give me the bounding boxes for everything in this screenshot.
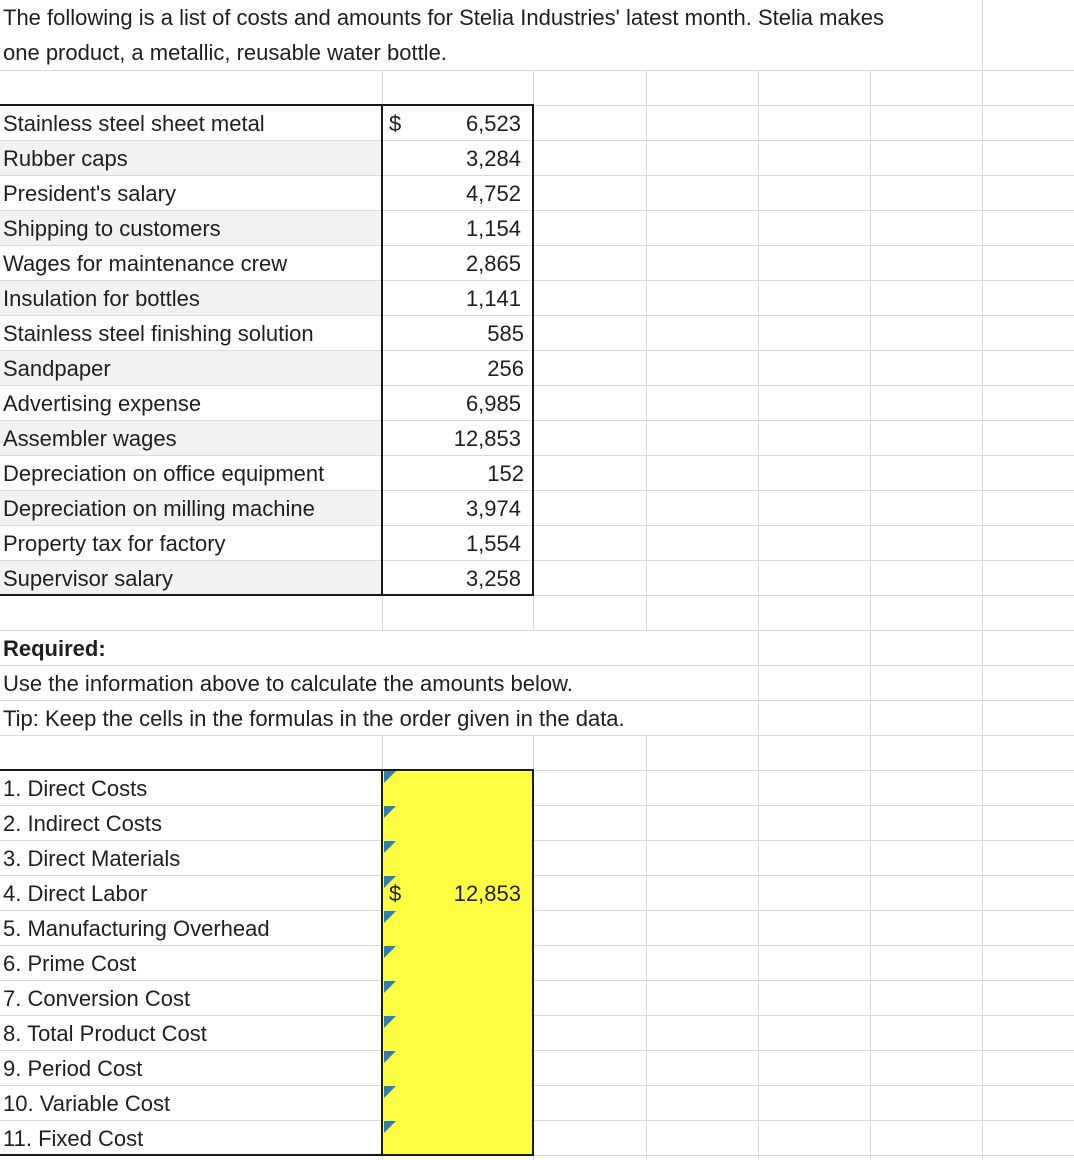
comment-marker-icon[interactable] — [384, 1016, 396, 1028]
cost-label[interactable]: Depreciation on milling machine — [3, 496, 315, 521]
cost-label[interactable]: Rubber caps — [3, 146, 128, 171]
required-heading: Required: — [3, 636, 106, 661]
comment-marker-icon[interactable] — [384, 1121, 396, 1133]
table-border-bottom — [0, 594, 534, 596]
comment-marker-icon[interactable] — [384, 876, 396, 888]
cost-label[interactable]: Sandpaper — [3, 356, 111, 381]
answer-label[interactable]: 6. Prime Cost — [3, 951, 137, 976]
comment-marker-icon[interactable] — [384, 1051, 396, 1063]
cost-amount[interactable]: 1,141 — [465, 286, 521, 311]
cost-label[interactable]: Advertising expense — [3, 391, 202, 416]
required-tip: Tip: Keep the cells in the formulas in the order given in the data. — [3, 706, 625, 731]
answer-border-top — [0, 769, 534, 771]
intro-paragraph — [3, 0, 978, 70]
intro-line-1: The following is a list of costs and amounts for Stelia Industries' latest month. Stelia makes — [3, 5, 884, 30]
cost-label[interactable]: Supervisor salary — [3, 566, 173, 591]
cost-amount[interactable]: 1,154 — [465, 216, 521, 241]
answer-label[interactable]: 5. Manufacturing Overhead — [3, 916, 270, 941]
cost-amount[interactable]: 3,974 — [465, 496, 521, 521]
answer-label[interactable]: 10. Variable Cost — [3, 1091, 171, 1116]
cost-amount[interactable]: 6,523 — [465, 111, 521, 136]
cost-label[interactable]: Stainless steel sheet metal — [3, 111, 265, 136]
intro-line-2: one product, a metallic, reusable water bottle. — [3, 40, 447, 65]
answer-border-middle — [381, 769, 383, 1156]
cost-label[interactable]: Stainless steel finishing solution — [3, 321, 314, 346]
cost-amount[interactable]: 1,554 — [465, 531, 521, 556]
comment-marker-icon[interactable] — [384, 771, 396, 783]
cost-label[interactable]: Wages for maintenance crew — [3, 251, 288, 276]
answer-label[interactable]: 7. Conversion Cost — [3, 986, 191, 1011]
cost-label[interactable]: Depreciation on office equipment — [3, 461, 325, 486]
comment-marker-icon[interactable] — [384, 911, 396, 923]
comment-marker-icon[interactable] — [384, 946, 396, 958]
answer-label[interactable]: 4. Direct Labor — [3, 881, 148, 906]
answer-label[interactable]: 2. Indirect Costs — [3, 811, 162, 836]
cost-amount[interactable]: 4,752 — [465, 181, 521, 206]
answer-label[interactable]: 11. Fixed Cost — [3, 1126, 144, 1151]
cost-label[interactable]: Property tax for factory — [3, 531, 226, 556]
comment-marker-icon[interactable] — [384, 806, 396, 818]
answer-label[interactable]: 8. Total Product Cost — [3, 1021, 207, 1046]
cost-label[interactable]: Shipping to customers — [3, 216, 221, 241]
cost-amount[interactable]: 6,985 — [465, 391, 521, 416]
comment-marker-icon[interactable] — [384, 981, 396, 993]
answer-input-cells[interactable] — [382, 770, 533, 1155]
cost-label[interactable]: President's salary — [3, 181, 176, 206]
comment-marker-icon[interactable] — [384, 841, 396, 853]
answer-label[interactable]: 3. Direct Materials — [3, 846, 181, 871]
cost-amount[interactable]: 12,853 — [453, 426, 521, 451]
answer-label[interactable]: 1. Direct Costs — [3, 776, 148, 801]
answer-value-direct-labor[interactable]: 12,853 — [453, 881, 521, 906]
cost-label[interactable]: Insulation for bottles — [3, 286, 200, 311]
table-border-top — [0, 104, 534, 106]
comment-marker-icon[interactable] — [384, 1086, 396, 1098]
answer-border-right — [532, 769, 534, 1156]
cost-amount[interactable]: 256 — [487, 356, 524, 381]
currency-symbol: $ — [389, 111, 402, 136]
cost-label[interactable]: Assembler wages — [3, 426, 177, 451]
answer-border-bottom — [0, 1154, 534, 1156]
answer-currency-symbol: $ — [389, 881, 402, 906]
cost-amount[interactable]: 3,284 — [465, 146, 521, 171]
answer-label[interactable]: 9. Period Cost — [3, 1056, 143, 1081]
cost-amount[interactable]: 3,258 — [465, 566, 521, 591]
required-instruction: Use the information above to calculate the amounts below. — [3, 671, 573, 696]
cost-amount[interactable]: 585 — [487, 321, 524, 346]
cost-amount[interactable]: 152 — [487, 461, 524, 486]
table-border-right — [532, 104, 534, 596]
cost-amount[interactable]: 2,865 — [465, 251, 521, 276]
table-border-middle — [381, 104, 383, 596]
